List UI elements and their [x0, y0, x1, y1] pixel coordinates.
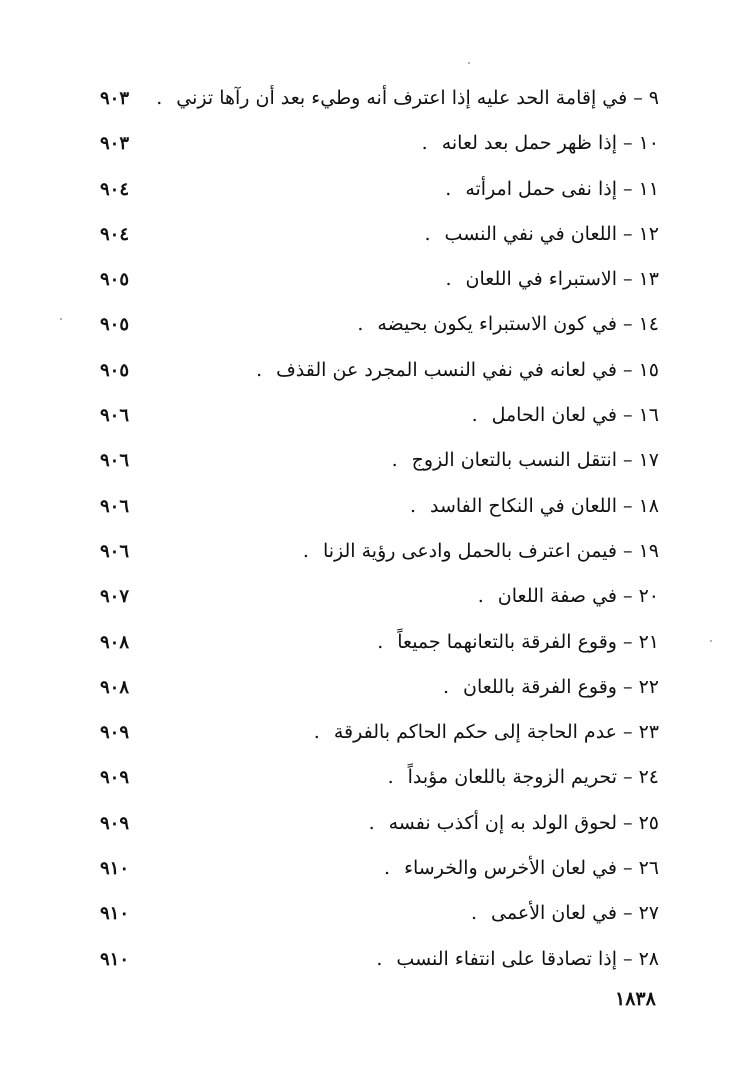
- toc-dot: .: [357, 313, 364, 336]
- toc-entry-text: ١١ – إذا نفى حمل امرأته: [465, 177, 659, 200]
- toc-page-number: ٩٠٣: [100, 88, 130, 109]
- toc-entry: [388, 755, 659, 800]
- toc-page-number: ٩٠٦: [100, 450, 130, 472]
- toc-entry-text: ٢٨ – إذا تصادقا على انتفاء النسب: [396, 947, 659, 970]
- toc-row: [0, 121, 749, 166]
- toc-entry: [471, 891, 659, 936]
- toc-row: [0, 76, 749, 121]
- toc-entry-text: ٢٠ – في صفة اللعان: [497, 585, 659, 608]
- toc-entry: [392, 438, 659, 483]
- toc-entry: [303, 529, 659, 574]
- toc-dot: .: [470, 902, 478, 925]
- toc-entry: [425, 212, 660, 257]
- toc-dot: .: [409, 494, 416, 517]
- toc-dot: .: [384, 857, 391, 880]
- toc-row: [0, 393, 749, 438]
- toc-row: [0, 710, 749, 755]
- toc-page-number: ٩٠٨: [100, 676, 130, 698]
- toc-page-number: ٩٠٥: [100, 359, 130, 381]
- toc-page-number: ٩٠٥: [100, 314, 130, 336]
- toc-dot: .: [256, 358, 263, 381]
- toc-entry: [445, 257, 659, 302]
- toc-entry-text: ١٢ – اللعان في نفي النسب: [444, 222, 659, 245]
- toc-entry-text: ٢٥ – لحوق الولد به إن أكذب نفسه: [388, 811, 659, 834]
- toc-entry: [478, 574, 659, 619]
- toc-dot: .: [376, 947, 383, 970]
- toc-entry-text: ٢٦ – في لعان الأخرس والخرساء: [404, 857, 659, 880]
- toc-page-number: ٩٠٤: [100, 178, 130, 200]
- toc-row: [0, 846, 749, 891]
- toc-dot: .: [391, 449, 398, 472]
- toc-row: [0, 529, 749, 574]
- toc-entry-text: ١٣ – الاستبراء في اللعان: [465, 268, 659, 291]
- toc-row: [0, 302, 749, 347]
- toc-row: [0, 937, 749, 982]
- toc-row: [0, 574, 749, 619]
- toc-dot: .: [471, 404, 478, 427]
- toc-entry-text: ١٥ – في لعانه في نفي النسب المجرد عن القذف: [276, 358, 659, 381]
- toc-dot: .: [445, 177, 452, 200]
- toc-dot: .: [156, 87, 163, 109]
- toc-row: [0, 755, 749, 800]
- toc-row: [0, 167, 749, 212]
- toc-entry: [472, 393, 659, 438]
- toc-dot: .: [313, 721, 320, 744]
- toc-entry-text: ١٦ – في لعان الحامل: [491, 404, 659, 427]
- toc-page-number: ٩١٠: [100, 903, 130, 925]
- toc-entry: [357, 302, 659, 347]
- toc-entry-text: ٢٤ – تحريم الزوجة باللعان مؤبداً: [407, 766, 659, 789]
- toc-entry: [445, 167, 659, 212]
- toc-entry-text: ٢٣ – عدم الحاجة إلى حكم الحاكم بالفرقة: [333, 721, 659, 744]
- toc-dot: .: [387, 766, 394, 789]
- toc-row: [0, 348, 749, 393]
- toc-entry-text: ٩ – في إقامة الحد عليه إذا اعترف أنه وطيء بعد أن رآها تزني: [176, 87, 659, 109]
- paper-speck: [468, 62, 470, 64]
- toc-dot: .: [421, 132, 428, 155]
- toc-page-number: ٩٠٣: [100, 133, 130, 155]
- toc-page-number: ٩٠٩: [100, 767, 130, 789]
- toc-page-number: ٩٠٦: [100, 405, 130, 427]
- table-of-contents: [0, 76, 749, 982]
- toc-row: [0, 438, 749, 483]
- toc-entry: [384, 846, 659, 891]
- toc-entry: [156, 76, 659, 121]
- toc-entry-text: ١٠ – إذا ظهر حمل بعد لعانه: [441, 132, 659, 155]
- toc-row: [0, 801, 749, 846]
- folio-page-number: ١٨٣٨: [615, 988, 656, 1010]
- toc-page-number: ٩٠٩: [100, 722, 130, 744]
- toc-entry: [422, 121, 659, 166]
- toc-row: [0, 484, 749, 529]
- toc-entry: [443, 665, 659, 710]
- toc-page-number: ٩٠٧: [100, 586, 130, 608]
- toc-page-number: ٩١٠: [100, 948, 130, 970]
- toc-entry: [377, 620, 659, 665]
- toc-entry-text: ٢٧ – في لعان الأعمى: [491, 902, 659, 925]
- toc-dot: .: [442, 675, 449, 698]
- toc-page-number: ٩٠٩: [100, 812, 130, 834]
- toc-entry-text: ١٤ – في كون الاستبراء يكون بحيضه: [377, 313, 659, 336]
- toc-dot: .: [302, 539, 309, 562]
- paper-speck: [710, 640, 712, 642]
- toc-entry: [314, 710, 659, 755]
- toc-entry-text: ١٧ – انتقل النسب بالتعان الزوج: [411, 449, 659, 472]
- toc-dot: .: [377, 630, 384, 653]
- toc-entry: [256, 348, 659, 393]
- toc-entry: [410, 484, 659, 529]
- toc-entry-text: ١٩ – فيمن اعترف بالحمل وادعى رؤية الزنا: [322, 539, 659, 562]
- toc-dot: .: [424, 222, 431, 245]
- toc-page-number: ٩٠٤: [100, 223, 130, 245]
- toc-page-number: ٩٠٦: [100, 540, 130, 562]
- toc-page-number: ٩٠٥: [100, 269, 130, 291]
- toc-page-number: ٩١٠: [100, 858, 130, 880]
- toc-page-number: ٩٠٨: [100, 631, 130, 653]
- toc-entry: [376, 937, 659, 982]
- toc-row: [0, 891, 749, 936]
- toc-row: [0, 257, 749, 302]
- toc-row: [0, 620, 749, 665]
- toc-page-number: ٩٠٦: [100, 495, 130, 517]
- paper-speck: [60, 318, 62, 320]
- toc-dot: .: [368, 811, 375, 834]
- toc-entry-text: ٢١ – وقوع الفرقة بالتعانهما جميعاً: [397, 630, 659, 653]
- toc-row: [0, 665, 749, 710]
- toc-dot: .: [445, 268, 452, 291]
- toc-dot: .: [477, 585, 484, 608]
- toc-row: [0, 212, 749, 257]
- toc-entry-text: ١٨ – اللعان في النكاح الفاسد: [429, 494, 659, 517]
- toc-entry: [369, 801, 659, 846]
- toc-entry-text: ٢٢ – وقوع الفرقة باللعان: [463, 675, 659, 698]
